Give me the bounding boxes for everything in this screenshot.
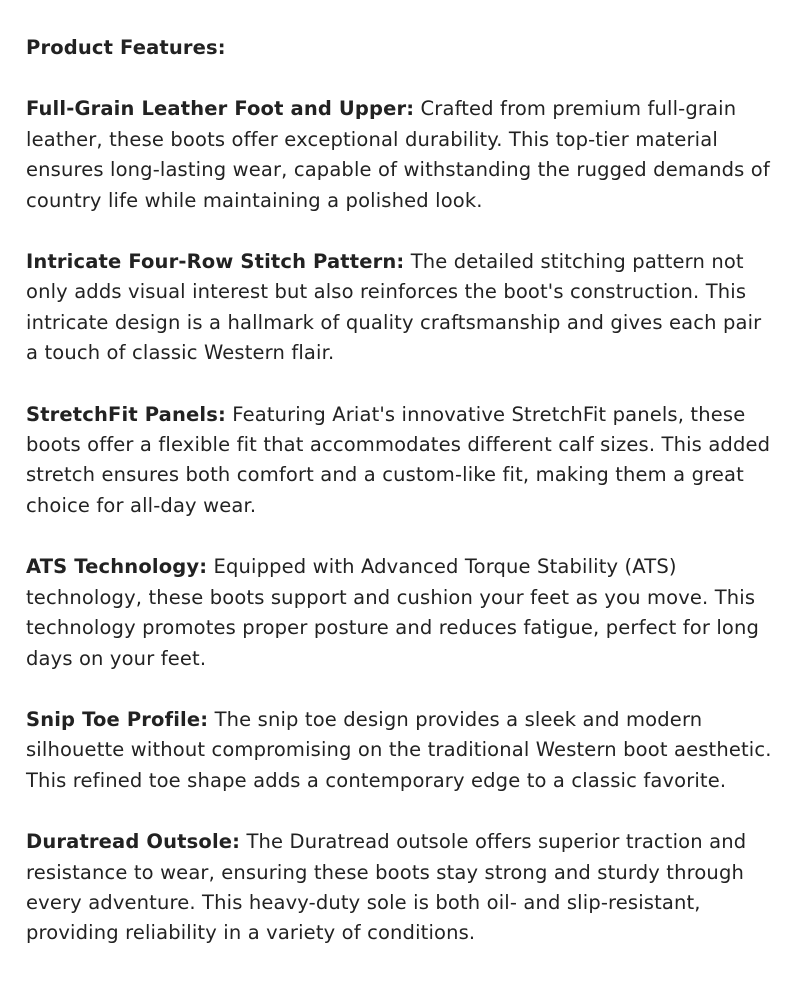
feature-text: The Duratread outsole offers superior traction and resistance to wear, ensuring these boots stay strong and sturdy through every adventure. This heavy-duty sole is both oil- and slip-resistant, providing reliability in a variety of conditions. — [26, 830, 747, 945]
feature-text: The detailed stitching pattern not only adds visual interest but also reinforces the boot's construction. This intricate design is a hallmark of quality craftsmanship and gives each pair a touch of classic Western flair. — [26, 250, 762, 365]
feature-title: Snip Toe Profile: — [26, 707, 209, 731]
feature-title: ATS Technology: — [26, 555, 208, 579]
feature-text: Equipped with Advanced Torque Stability (ATS) technology, these boots support and cushion your feet as you move. This technology promotes proper posture and reduces fatigue, perfect for long days on your feet. — [26, 555, 760, 670]
feature-text: Crafted from premium full-grain leather, these boots offer exceptional durability. This top-tier material ensures long-lasting wear, capable of withstanding the rugged demands of country life while maintaining a polished look. — [26, 97, 770, 212]
feature-text: The snip toe design provides a sleek and modern silhouette without compromising on the traditional Western boot aesthetic. This refined toe shape adds a contemporary edge to a classic favorite. — [26, 707, 772, 792]
feature-title: Full-Grain Leather Foot and Upper: — [26, 97, 415, 121]
feature-paragraph-stitch — [26, 247, 775, 369]
feature-title: Intricate Four-Row Stitch Pattern: — [26, 250, 405, 274]
features-heading: Product Features: — [26, 36, 226, 59]
feature-title: Duratread Outsole: — [26, 830, 241, 854]
feature-paragraph-outsole — [26, 827, 775, 949]
feature-text: Featuring Ariat's innovative StretchFit panels, these boots offer a flexible fit that accommodates different calf sizes. This added stretch ensures both comfort and a custom-like fit, making them a great choice for all-day wear. — [26, 402, 771, 517]
feature-title: StretchFit Panels: — [26, 402, 226, 426]
feature-paragraph-leather — [26, 94, 775, 216]
feature-paragraph-ats — [26, 552, 775, 674]
feature-paragraph-snip-toe — [26, 705, 775, 796]
feature-paragraph-stretchfit — [26, 400, 775, 522]
